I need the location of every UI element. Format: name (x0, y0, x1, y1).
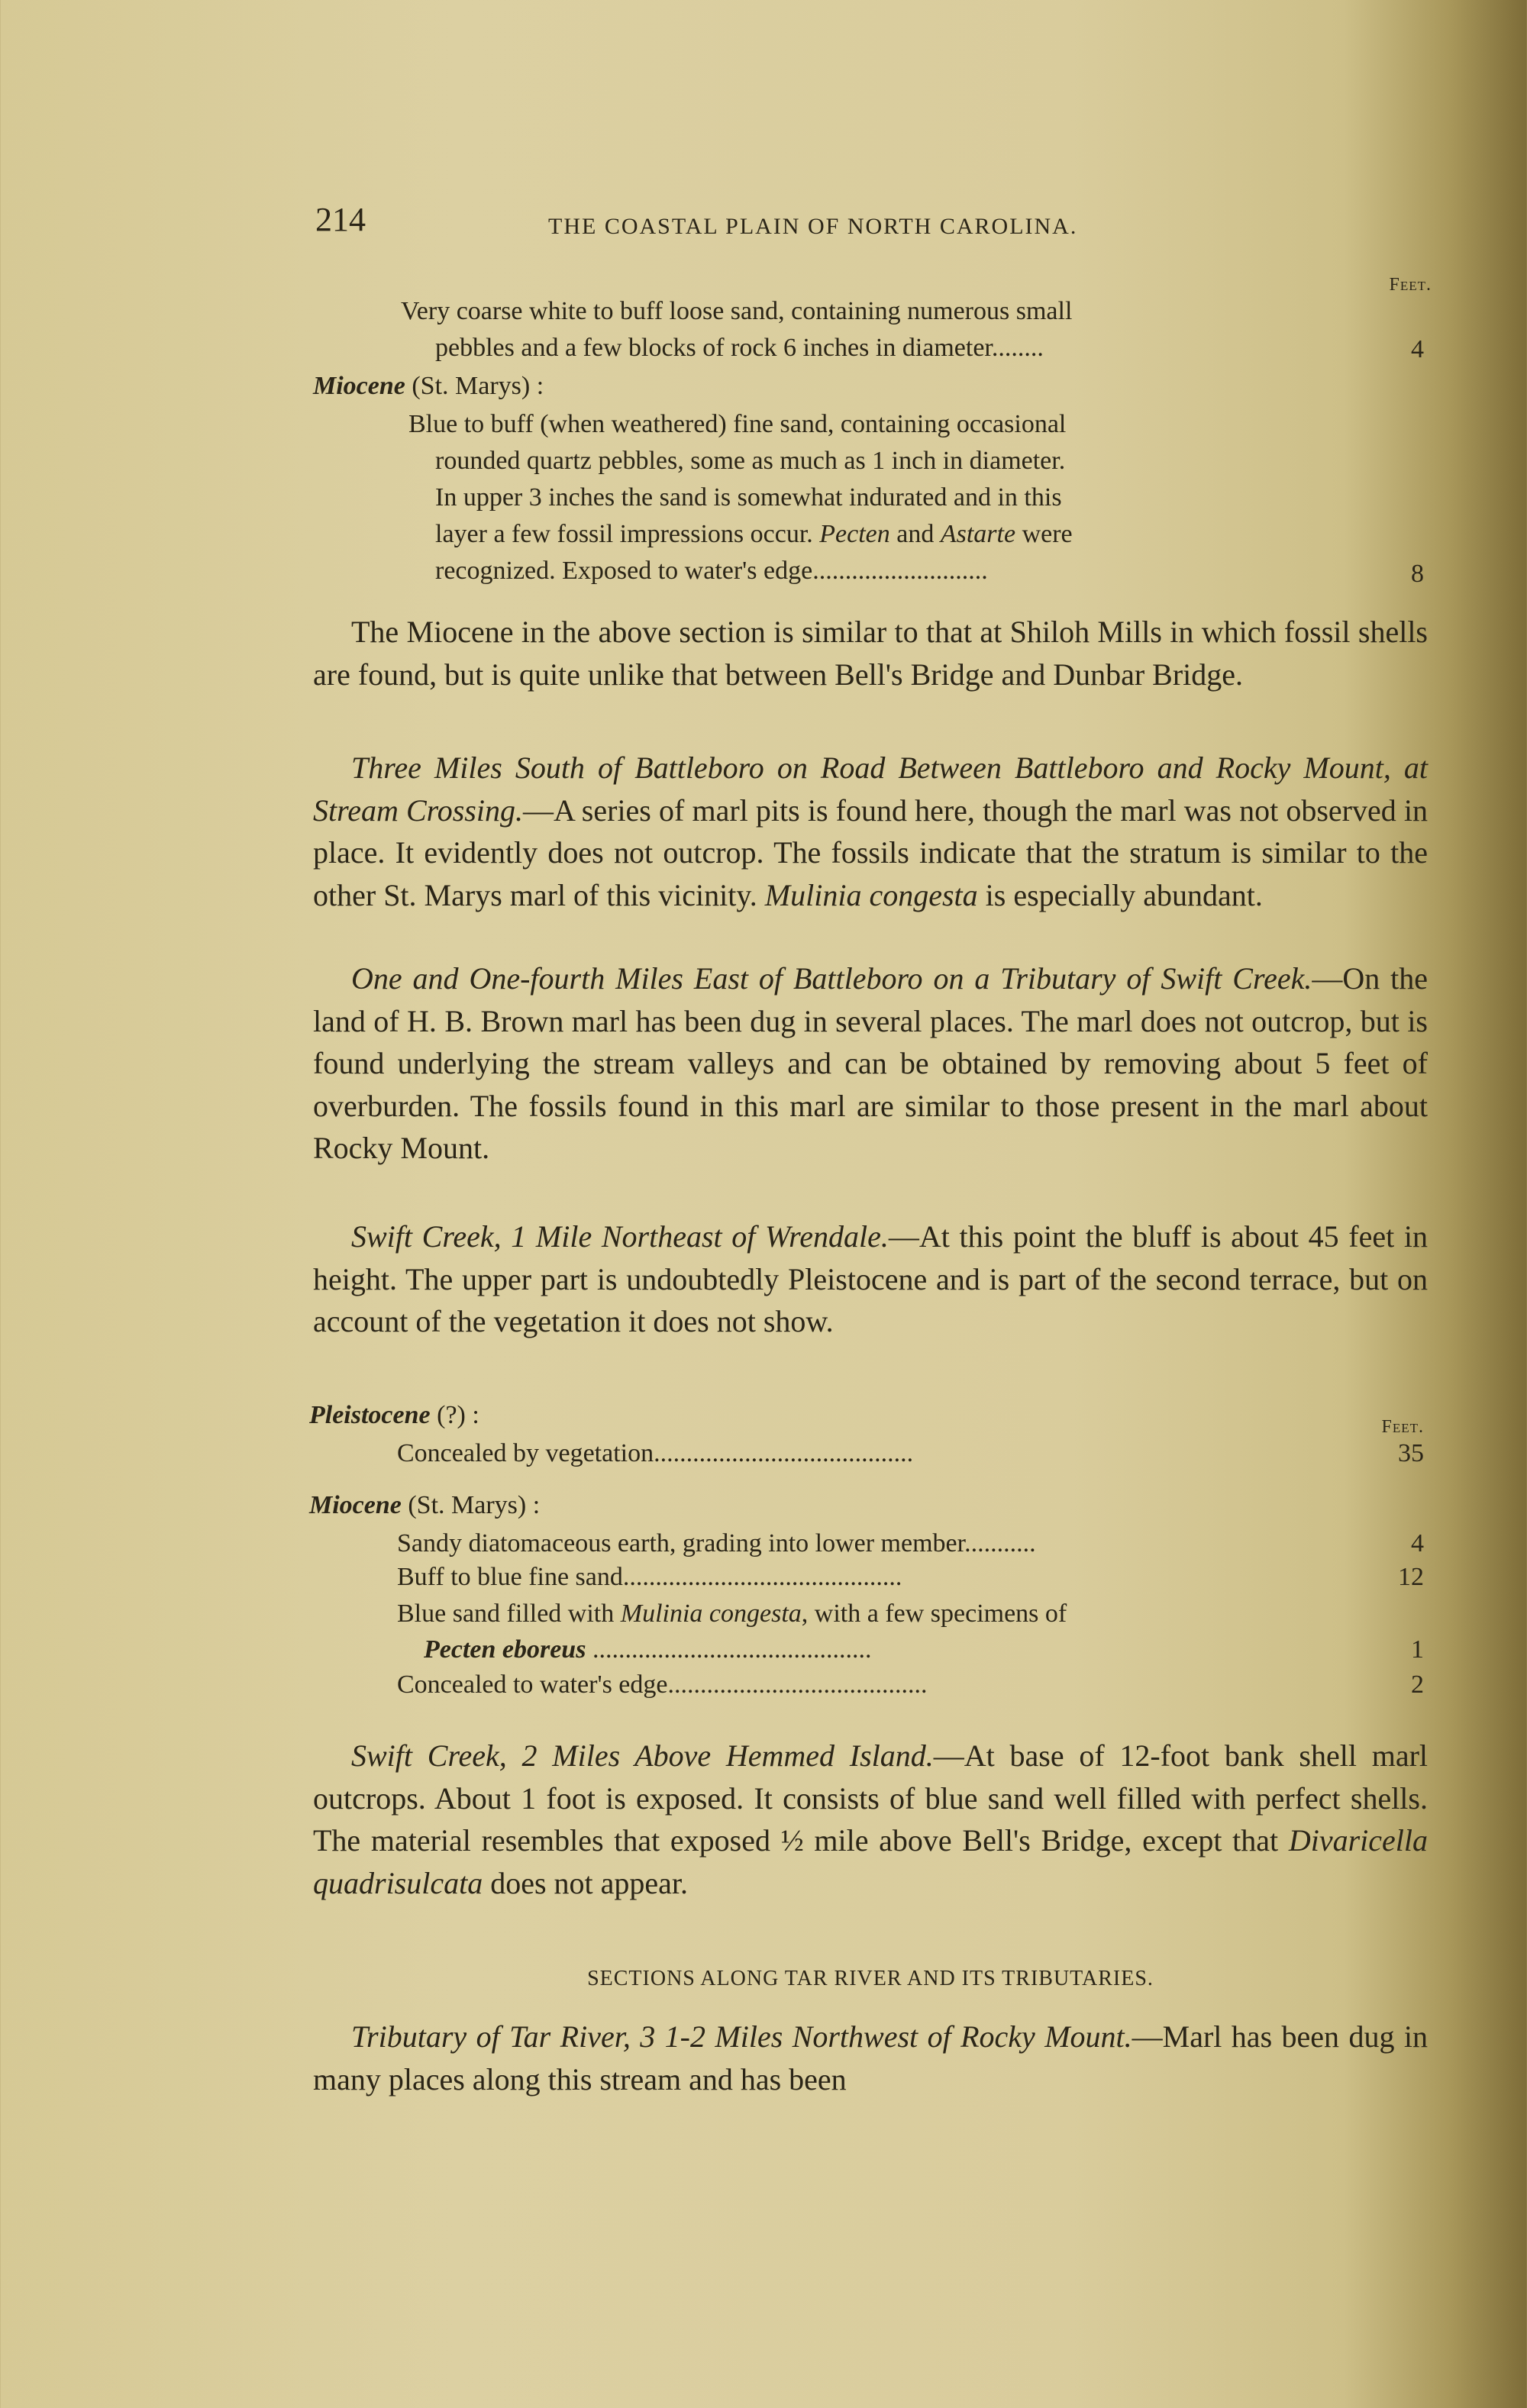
paragraph-heading: One and One-fourth Miles East of Battleboro on a Tributary of Swift Creek. (351, 961, 1312, 996)
section-heading: SECTIONS ALONG TAR RIVER AND ITS TRIBUTARIES. (587, 1967, 1154, 1990)
group-label-formation: (St. Marys) : (401, 1491, 541, 1519)
table-entry: pebbles and a few blocks of rock 6 inches in diameter........ (435, 334, 1044, 362)
table-value: 4 (1411, 1529, 1424, 1557)
text: were (1015, 520, 1073, 548)
table-entry: Concealed by vegetation........................................ (397, 1439, 914, 1467)
running-head: THE COASTAL PLAIN OF NORTH CAROLINA. (548, 214, 1078, 239)
table-entry (424, 1632, 1527, 1667)
paragraph-text: —Marl has been dug in many places along this stream and has been (313, 2019, 1428, 2097)
table-entry: Buff to blue fine sand........................................... (397, 1563, 902, 1591)
paragraph-text: —At this point the bluff is about 45 feet in height. The upper part is undoubtedly Pleistocene and is part of the second terrace, but on account of the vegetation it does not show. (313, 1219, 1428, 1338)
group-label-epoch: Miocene (309, 1491, 402, 1519)
text: and (889, 520, 941, 548)
genus: Pecten (819, 520, 890, 548)
paragraph-text: does not appear. (483, 1865, 689, 1900)
group-label (313, 368, 1428, 404)
table-value: 8 (1411, 560, 1424, 588)
table-entry: Very coarse white to buff loose sand, containing numerous small (401, 297, 1073, 325)
group-label-formation: (St. Marys) : (405, 372, 544, 400)
page-number: 214 (315, 201, 366, 238)
table-entry: recognized. Exposed to water's edge........................... (435, 557, 988, 585)
paragraph-text: —At base of 12-foot bank shell marl outcrops. About 1 foot is exposed. It consists of blue sand well filled with perfect shells. The material resembles that exposed ½ mile above Bell's Bridge, except that (313, 1738, 1429, 1858)
table-entry: Sandy diatomaceous earth, grading into lower member........... (397, 1529, 1036, 1557)
species-name: Divaricella quadrisulcata (313, 1823, 1428, 1900)
paragraph (313, 747, 1428, 916)
paragraph (313, 957, 1428, 1170)
paragraph: The Miocene in the above section is similar to that at Shiloh Mills in which fossil shells are found, but is quite unlike that between Bell's Bridge and Dunbar Bridge. (313, 615, 1428, 692)
text: layer a few fossil impressions occur. (435, 520, 820, 548)
species-name: Mulinia congesta (764, 877, 978, 912)
species-name: Pecten eboreus (424, 1635, 586, 1664)
paragraph-text: is especially abundant. (977, 877, 1263, 912)
species-name: Mulinia congesta (620, 1599, 802, 1628)
paragraph-heading: Tributary of Tar River, 3 1-2 Miles Northwest of Rocky Mount. (351, 2019, 1132, 2054)
paragraph-text: —On the land of H. B. Brown marl has been dug in several places. The marl does not outcrop, but is found underlying the stream valleys and can be obtained by removing about 5 feet of overburden. The fossils found in this marl are similar to those present in the marl about Rocky Mount. (313, 961, 1428, 1165)
text: , with a few specimens of (801, 1599, 1067, 1628)
group-label-formation: (?) : (430, 1401, 479, 1429)
paragraph-heading: Swift Creek, 2 Miles Above Hemmed Island. (351, 1738, 934, 1773)
feet-column-label: Feet. (1381, 1417, 1424, 1437)
table-entry: rounded quartz pebbles, some as much as 1 inch in diameter. (435, 447, 1066, 475)
paragraph-heading: Swift Creek, 1 Mile Northeast of Wrendale. (351, 1219, 889, 1254)
group-label (309, 1487, 1424, 1523)
table-value: 12 (1398, 1563, 1424, 1591)
table-entry (435, 516, 1527, 552)
table-value: 4 (1411, 335, 1424, 363)
feet-column-label: Feet. (1389, 275, 1432, 295)
group-label-epoch: Pleistocene (309, 1401, 431, 1429)
paragraph (313, 2016, 1428, 2100)
table-value: 35 (1398, 1439, 1424, 1467)
paragraph (313, 1215, 1428, 1343)
table-entry: In upper 3 inches the sand is somewhat indurated and in this (435, 483, 1062, 512)
genus: Astarte (940, 520, 1016, 548)
paragraph-text: —A series of marl pits is found here, though the marl was not observed in place. It evidently does not outcrop. The fossils indicate that the stratum is similar to the other St. Marys marl of this vicinity. (313, 792, 1429, 912)
group-label (309, 1397, 1424, 1433)
group-label-epoch: Miocene (313, 372, 405, 400)
table-value: 1 (1411, 1635, 1424, 1664)
table-value: 2 (1411, 1670, 1424, 1699)
text: Blue sand filled with (397, 1599, 621, 1628)
paragraph (313, 1735, 1428, 1904)
leader-dots: ........................................... (586, 1635, 872, 1664)
table-entry (397, 1596, 1512, 1632)
section-table-2 (309, 1397, 1424, 1710)
table-entry: Concealed to water's edge........................................ (397, 1670, 928, 1699)
table-entry: Blue to buff (when weathered) fine sand, containing occasional (408, 410, 1067, 438)
section-table-1 (313, 267, 1432, 588)
paragraph-heading: Three Miles South of Battleboro on Road Between Battleboro and Rocky Mount, at Stream Crossing. (313, 750, 1428, 828)
